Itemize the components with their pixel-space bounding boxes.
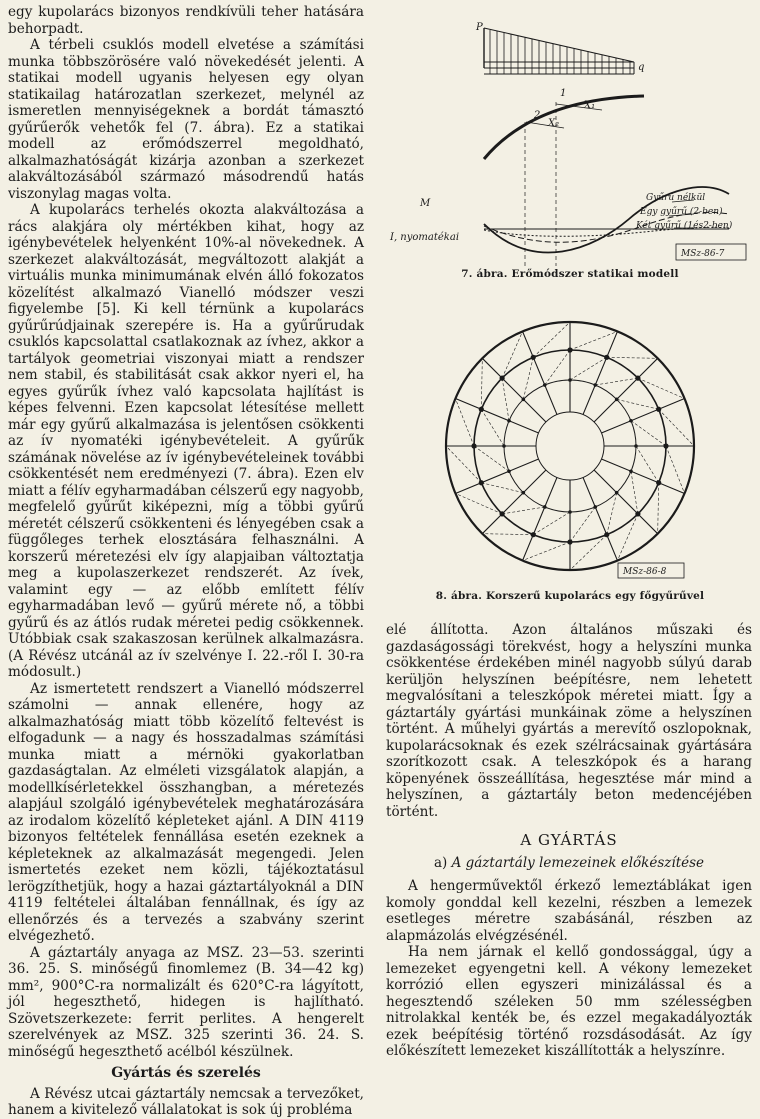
diagonal-bar (523, 357, 533, 399)
paragraph: A gáztartály anyaga az MSZ. 23—53. szerinti 36. 25. S. minőségű finomlemez (B. 34—42 kg) mm², 900°C-ra normalizált és 620°C-ra lágyított, jól hegeszthető, hidegen is hajlítható. Szövetszerkezete: ferrit perlites. A hengerelt szerelvények az MSZ. 325 szerinti 36. 24. S. minőségű hegeszthető acélból készülnek. (8, 944, 364, 1060)
diagonal-bar (533, 512, 570, 535)
figure-8 (384, 308, 756, 608)
radial-rib (455, 459, 538, 493)
radial-rib (523, 477, 557, 560)
section-heading: Gyártás és szerelés (111, 1065, 261, 1081)
diagonal-bar (502, 331, 522, 378)
figure-caption: 8. ábra. Korszerű kupolarács egy főgyűrűvel (435, 590, 705, 602)
diagonal-bar (481, 358, 482, 409)
radial-rib (583, 331, 617, 414)
paragraph: A térbeli csuklós modell elvetése a számítási munka többszörösére való növekedését jelenti. A statikai modell ugyanis helyesen egy olyan statikailag határozatlan szerkezet, melynél az ismeretlen mennyiségeknek a bordát támasztó gyűrűerők vehetők fel (7. ábra). Ez a statikai modell az erőmódszerrel megoldható, alkalmazhatóságát kizárja azonban a szerkezet alakváltozásából származó másodrendű hatás viszonylag magas volta. (8, 37, 364, 202)
paragraph: elé állította. Azon általános műszaki és gazdaságossági törekvést, hogy a helyszíni munka csökkentése érdekében minél nagyobb súlyú darab kerüljön helyszínen beépítésre, nem lehetett megvalósítani a teleszkópok méretei miatt. Így a gáztartály gyártási munkáinak zöme a helyszínen történt. A műhelyi gyártás a merevítő oszlopoknak, kupolarácsoknak és ezek szélrácsainak gyártására szorítkozott csak. A teleszkópok és a harang köpenyének összeállítása, hegesztése már mind a helyszínen, a gáztartály beton medencéjében történt. (386, 622, 752, 820)
subsection-prefix: a) (433, 854, 448, 871)
radial-rib (583, 477, 617, 560)
subsection-text: A gáztartály lemezeinek előkészítése (451, 854, 705, 871)
diagonal-bar (658, 483, 659, 534)
arch-rib (484, 96, 644, 159)
figure-tag: MSz-86-7 (681, 249, 725, 259)
paragraph: A hengerművektől érkező lemeztáblákat igen komoly gonddal kell kezelni, részben a lemezek esetleges méretre szabásánál, részben az alapmázolás elvégzésénél. (386, 878, 752, 944)
paragraph: A Révész utcai gáztartály nemcsak a tervezőket, hanem a kivitelező vállalatokat is sok új probléma (8, 1085, 364, 1118)
figure-7 (384, 4, 756, 304)
diagonal-bar (482, 534, 533, 535)
load-diagram (484, 28, 634, 74)
diagonal-bar (617, 399, 659, 409)
diagonal-bar (481, 409, 504, 446)
section-title: A GYÁRTÁS (520, 831, 618, 849)
legend-one-ring: Egy gyűrű (2-ben) (640, 207, 723, 217)
label-x1: X₁ (584, 100, 596, 111)
radial-rib (601, 459, 684, 493)
paragraph: A kupolarács terhelés okozta alakváltozása a rács alakjára oly mértékben kihat, hogy az igénybevételek helyenként 10%-al növekednek. A szerkezet alakváltozását, megváltozott alakját a virtuális munka minimumának elvén álló fokozatos közelítést alkalmazó Vianelló módszer veszi figyelembe [5]. Ki kell térnünk a kupolarács gyűrűrúdjainak szerepére is. Ha a gyűrűrudak csuklós kapcsolattal csatlakoznak az ívhez, akkor a tartályok geometriai viszonyai miatt a rendszer nem stabil, és stabilitását csak akkor nyeri el, ha egyes gyűrűk ívhez való kapcsolata hajlítást is képes felvenni. Ezen kapcsolat létesítése mellett már egy gyűrű alkalmazása is jelentősen csökkenti az ív nyomatéki igénybevételeit. A gyűrűk számának növelése az ív igénybevételeinek további csökkentését nem eredményezi (7. ábra). Ezen elv miatt a félív egyharmadában célszerű egy nagyobb, megfelelő gyűrűt kiképezni, míg a többi gyűrű méretét célszerű csökkenteni és lényegében csak a függőleges terhek elosztására felhasználni. A korszerű méretezési elv így alapjaiban változtatja meg a kupolaszerkezet rendszerét. Az ívek, valamint egy — az előbb említett félív egyharmadában levő — gyűrű mérete nő, a többi gyűrű és az átlós rudak méretei pedig csökkennek. Utóbbiak csak szakaszosan kerülnek alkalmazásra. (A Révész utcánál az ív szelvénye I. 22.-ről I. 30-ra módosult.) (8, 202, 364, 680)
label-q: q (638, 62, 645, 73)
label-m: M (420, 198, 431, 209)
radial-rib (523, 331, 557, 414)
right-column (386, 622, 752, 1060)
legend-no-ring: Gyűrű nélkül (646, 193, 706, 203)
subsection-title (386, 855, 752, 872)
paragraph: egy kupolarács bizonyos rendkívüli teher hatására behorpadt. (8, 4, 364, 37)
diagonal-bar (570, 357, 607, 380)
radial-rib (455, 399, 538, 433)
diagonal-bar (607, 357, 658, 358)
paragraph: Ha nem járnak el kellő gondossággal, úgy a lemezeket egyengetni kell. A vékony lemezeket korrózió ellen egyszeri minizálással és a hegesztendő széleken 50 mm szélességben nitrolakkal kenték be, és ezzel megakadályozták ezek beépítésig történő rozsdásodását. Az így előkészített lemezeket kiszállították a helyszínre. (386, 944, 752, 1059)
radial-rib (601, 399, 684, 433)
label-node-2: 2 (534, 110, 541, 121)
label-moments: I, nyomatékai (390, 232, 460, 243)
label-node-1: 1 (560, 88, 567, 99)
diagonal-bar (455, 493, 502, 513)
figure-7-diagram (384, 4, 756, 266)
ring (536, 412, 604, 480)
diagonal-bar (638, 378, 685, 398)
left-column (8, 4, 364, 1119)
label-p: P (476, 22, 483, 33)
figure-caption: 7. ábra. Erőmódszer statikai modell (461, 268, 679, 280)
label-x2: X₂ (548, 118, 560, 129)
legend-two-rings: Két gyűrű (1és2-ben) (636, 221, 733, 231)
diagonal-bar (617, 514, 637, 561)
paragraph: Az ismertetett rendszert a Vianelló módszerrel számolni — annak ellenére, hogy az alkalmazhatóság miatt több közelítő feltevést is elfogadunk — a nagy és hosszadalmas számítási munka miatt a mérnöki gyakorlatban gazdaságtalan. Az elméleti vizsgálatok alapján, a modellkísérletekkel összhangban, a méretezés alapjául szolgáló igénybevételek meghatározására az irodalom közelítő képleteket ajánl. A DIN 4119 bizonyos feltételek fennállása esetén ezeknek a képleteknek az alkalmazását megengedi. Jelen ismertetés ezeket nem közli, tájékoztatásul lerögzíthetjük, hogy a hazai gáztartályoknál a DIN 4119 feltételei általában fennállnak, és így az ellenőrzés és a tervezés a szabvány szerint elvégezhető. (8, 680, 364, 944)
diagonal-bar (607, 493, 617, 535)
diagonal-bar (636, 446, 659, 483)
figure-tag: MSz-86-8 (623, 567, 667, 577)
diagonal-bar (481, 483, 523, 493)
dome-plan-diagram (384, 308, 756, 588)
